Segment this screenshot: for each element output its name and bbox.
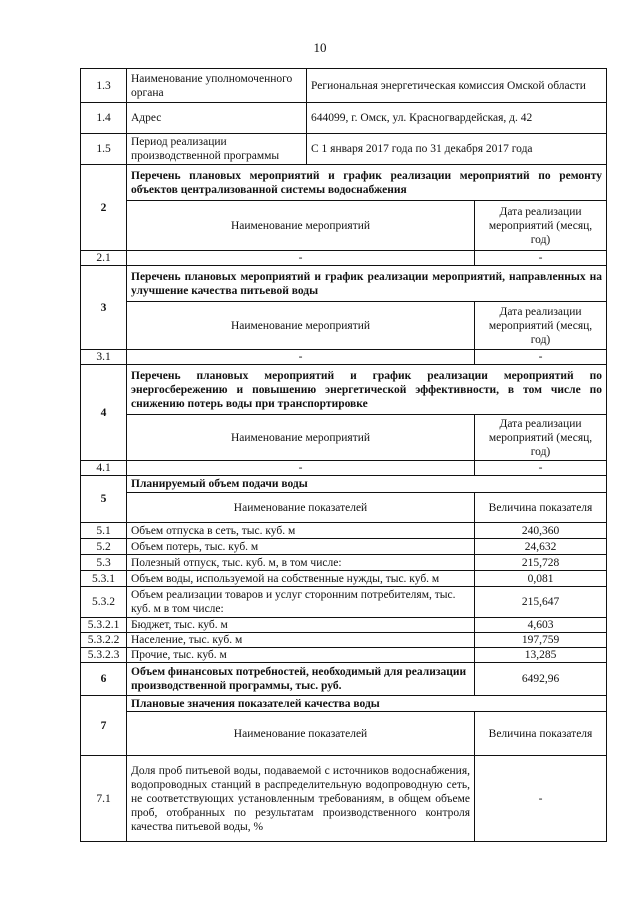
section-title: Плановые значения показателей качества воды	[127, 696, 607, 712]
row-value: Региональная энергетическая комиссия Омской области	[307, 69, 607, 103]
column-header-name: Наименование мероприятий	[127, 302, 475, 350]
row-value: 644099, г. Омск, ул. Красногвардейская, д. 42	[307, 103, 607, 134]
table-row	[81, 587, 607, 618]
row-value: -	[475, 756, 607, 842]
table-row	[81, 350, 607, 365]
section-header-row	[81, 476, 607, 493]
row-number: 5.1	[81, 523, 127, 539]
row-name: Бюджет, тыс. куб. м	[127, 618, 475, 633]
section-header-row	[81, 696, 607, 712]
row-number: 3.1	[81, 350, 127, 365]
table-row	[81, 461, 607, 476]
row-name: Объем воды, используемой на собственные нужды, тыс. куб. м	[127, 571, 475, 587]
row-number: 5.2	[81, 539, 127, 555]
section-number: 5	[81, 476, 127, 523]
table-row	[81, 523, 607, 539]
row-value: 13,285	[475, 648, 607, 663]
row-label: Адрес	[127, 103, 307, 134]
page-number: 10	[313, 40, 327, 55]
column-header-name: Наименование мероприятий	[127, 415, 475, 461]
column-header-date: Дата реализации мероприятий (месяц, год)	[475, 415, 607, 461]
section-number: 2	[81, 165, 127, 251]
row-label: Наименование уполномоченного органа	[127, 69, 307, 103]
column-header-value: Величина показателя	[475, 493, 607, 523]
table-row	[81, 633, 607, 648]
section-number: 4	[81, 365, 127, 461]
column-header-name: Наименование показателей	[127, 493, 475, 523]
column-header-row	[81, 302, 607, 350]
row-name: -	[127, 461, 475, 476]
section-title: Перечень плановых мероприятий и график реализации мероприятий, направленных на улучшение качества питьевой воды	[127, 266, 607, 302]
row-name: Прочие, тыс. куб. м	[127, 648, 475, 663]
program-table	[80, 68, 607, 842]
section-header-row	[81, 165, 607, 201]
row-value: 6492,96	[475, 663, 607, 696]
row-value: 197,759	[475, 633, 607, 648]
table-row	[81, 618, 607, 633]
row-date: -	[475, 461, 607, 476]
section-number: 7	[81, 696, 127, 756]
row-label: Период реализации производственной программы	[127, 134, 307, 165]
row-number: 1.3	[81, 69, 127, 103]
row-number: 5.3.2.1	[81, 618, 127, 633]
row-number: 5.3.2	[81, 587, 127, 618]
row-number: 7.1	[81, 756, 127, 842]
row-name: -	[127, 350, 475, 365]
row-number: 5.3.2.2	[81, 633, 127, 648]
section-header-row	[81, 663, 607, 696]
row-number: 4.1	[81, 461, 127, 476]
row-value: С 1 января 2017 года по 31 декабря 2017 года	[307, 134, 607, 165]
row-number: 1.4	[81, 103, 127, 134]
section-title: Планируемый объем подачи воды	[127, 476, 607, 493]
row-number: 5.3.2.3	[81, 648, 127, 663]
row-date: -	[475, 251, 607, 266]
column-header-row	[81, 415, 607, 461]
row-name: Население, тыс. куб. м	[127, 633, 475, 648]
section-number: 3	[81, 266, 127, 350]
table-row	[81, 251, 607, 266]
table-row	[81, 555, 607, 571]
section-header-row	[81, 365, 607, 415]
row-value: 4,603	[475, 618, 607, 633]
row-value: 240,360	[475, 523, 607, 539]
row-name: Доля проб питьевой воды, подаваемой с источников водоснабжения, водопроводных станций в распределительную водопроводную сеть, не соответствующих установленным требованиям, в общем объеме проб, отобранных по результатам производственного контроля качества питьевой воды, %	[127, 756, 475, 842]
column-header-date: Дата реализации мероприятий (месяц, год)	[475, 201, 607, 251]
column-header-name: Наименование мероприятий	[127, 201, 475, 251]
row-number: 2.1	[81, 251, 127, 266]
row-name: Объем потерь, тыс. куб. м	[127, 539, 475, 555]
row-number: 5.3.1	[81, 571, 127, 587]
row-date: -	[475, 350, 607, 365]
row-value: 215,728	[475, 555, 607, 571]
table-row	[81, 648, 607, 663]
row-name: Объем отпуска в сеть, тыс. куб. м	[127, 523, 475, 539]
table-row	[81, 539, 607, 555]
row-name: -	[127, 251, 475, 266]
row-value: 24,632	[475, 539, 607, 555]
column-header-date: Дата реализации мероприятий (месяц, год)	[475, 302, 607, 350]
row-number: 5.3	[81, 555, 127, 571]
row-value: 215,647	[475, 587, 607, 618]
column-header-row	[81, 493, 607, 523]
table-row	[81, 134, 607, 165]
table-row	[81, 571, 607, 587]
row-name: Объем реализации товаров и услуг сторонним потребителям, тыс. куб. м в том числе:	[127, 587, 475, 618]
section-title: Объем финансовых потребностей, необходимый для реализации производственной программы, тыс. руб.	[127, 663, 475, 696]
row-value: 0,081	[475, 571, 607, 587]
row-number: 1.5	[81, 134, 127, 165]
row-name: Полезный отпуск, тыс. куб. м, в том числе:	[127, 555, 475, 571]
table-row	[81, 756, 607, 842]
section-number: 6	[81, 663, 127, 696]
column-header-value: Величина показателя	[475, 712, 607, 756]
column-header-row	[81, 712, 607, 756]
section-header-row	[81, 266, 607, 302]
table-row	[81, 69, 607, 103]
section-title: Перечень плановых мероприятий и график реализации мероприятий по энергосбережению и повышению энергетической эффективности, в том числе по снижению потерь воды при транспортировке	[127, 365, 607, 415]
column-header-row	[81, 201, 607, 251]
table-row	[81, 103, 607, 134]
section-title: Перечень плановых мероприятий и график реализации мероприятий по ремонту объектов централизованной системы водоснабжения	[127, 165, 607, 201]
column-header-name: Наименование показателей	[127, 712, 475, 756]
